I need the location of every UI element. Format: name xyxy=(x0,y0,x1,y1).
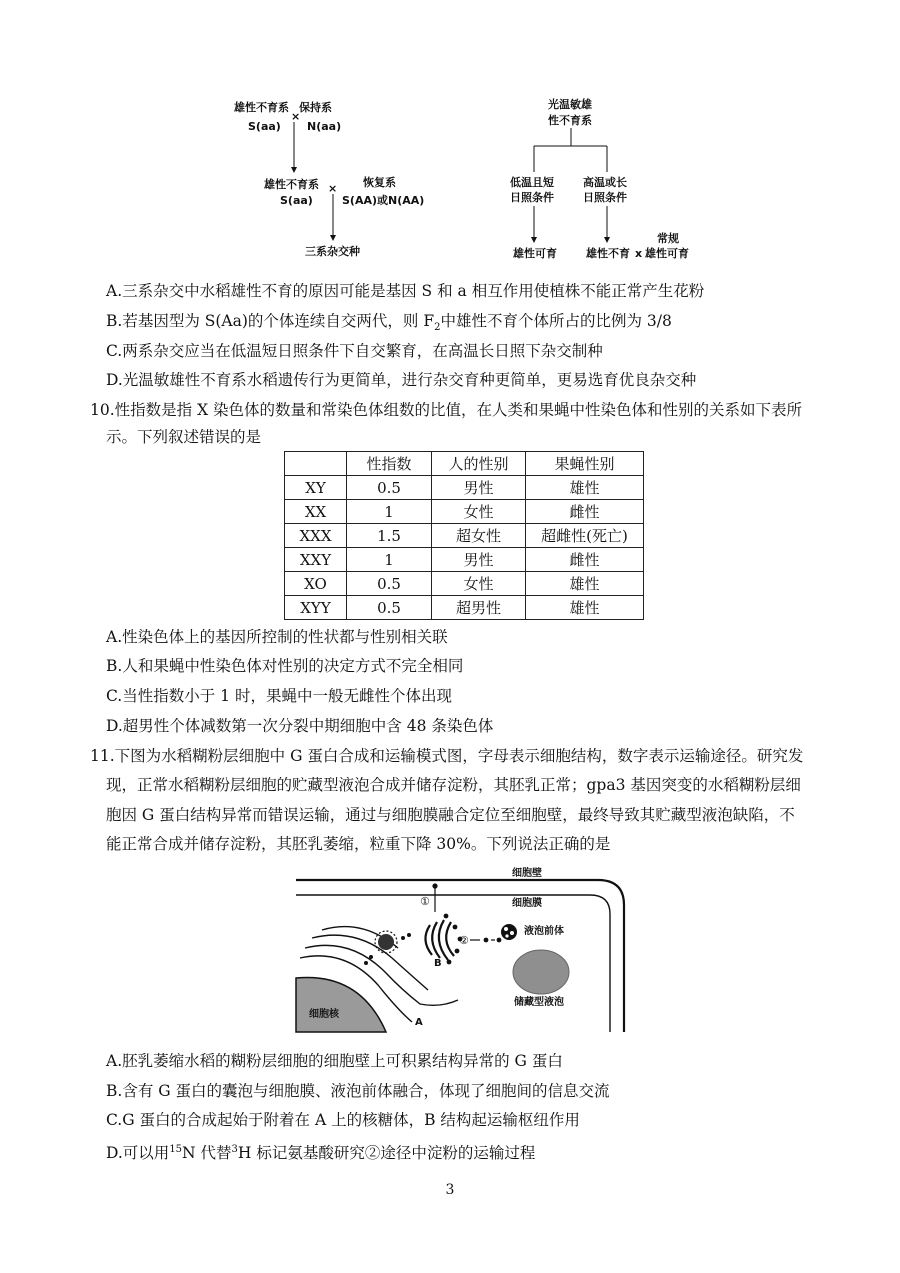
q9-option-a: A.三系杂交中水稻雄性不育的原因可能是基因 S 和 a 相互作用使植株不能正常产生花粉 xyxy=(106,282,705,300)
storage-vacuole-label: 储藏型液泡 xyxy=(514,997,564,1008)
page-number: 3 xyxy=(445,1182,455,1198)
table-cell: 1.5 xyxy=(347,524,432,548)
ptgms-line-2: 性不育系 xyxy=(548,114,592,127)
table-cell: 男性 xyxy=(432,476,526,500)
storage-vacuole-shape xyxy=(513,950,569,994)
q10-stem-line-1: 10.性指数是指 X 染色体的数量和常染色体组数的比值，在人类和果蝇中性染色体和性别的关系如下表所 xyxy=(90,401,803,419)
three-line-hybrid: 三系杂交种 xyxy=(305,245,360,258)
table-cell: 女性 xyxy=(432,572,526,596)
fertile-result: 雄性可育 xyxy=(513,247,557,260)
table-cell: 0.5 xyxy=(347,572,432,596)
low-temp-cond-2: 日照条件 xyxy=(510,191,554,204)
table-cell: 1 xyxy=(347,548,432,572)
q11-stem-line-2: 现，正常水稻糊粉层细胞的贮藏型液泡合成并储存淀粉，其胚乳正常；gpa3 基因突变的水稻糊粉层细 xyxy=(106,776,801,794)
table-cell: XX xyxy=(285,500,347,524)
table-cell: XO xyxy=(285,572,347,596)
golgi-label-b: B xyxy=(434,958,442,969)
path-2-label: ② xyxy=(459,934,469,947)
restorer-genotype: S(AA)或N(AA) xyxy=(342,194,425,207)
vacuole-precursor-label: 液泡前体 xyxy=(524,926,564,937)
q11-option-b: B.含有 G 蛋白的囊泡与细胞膜、液泡前体融合，体现了细胞间的信息交流 xyxy=(106,1082,610,1100)
q10-option-c: C.当性指数小于 1 时，果蝇中一般无雌性个体出现 xyxy=(106,687,452,705)
table-cell: 雄性 xyxy=(526,476,644,500)
table-cell: 0.5 xyxy=(347,596,432,620)
table-header-cell: 性指数 xyxy=(347,452,432,476)
q9-option-c: C.两系杂交应当在低温短日照条件下自交繁育，在高温长日照下杂交制种 xyxy=(106,342,603,360)
table-cell: 雄性 xyxy=(526,596,644,620)
conventional-fertile: 雄性可育 xyxy=(645,247,689,260)
cross-symbol: × xyxy=(291,110,301,123)
q11-stem-line-4: 能正常合成并储存淀粉，其胚乳萎缩，粒重下降 30%。下列说法正确的是 xyxy=(106,835,611,853)
cross-symbol-3: x xyxy=(635,247,643,260)
ms-line-genotype: S(aa) xyxy=(248,120,281,133)
q10-option-a: A.性染色体上的基因所控制的性状都与性别相关联 xyxy=(106,628,448,646)
q10-stem-line-2: 示。下列叙述错误的是 xyxy=(106,428,262,446)
q11-stem-line-1: 11.下图为水稻糊粉层细胞中 G 蛋白合成和运输模式图，字母表示细胞结构，数字表示运输途径。研究发 xyxy=(90,747,804,765)
q11-option-d: D.可以用$^{15}$N 代替$^3$H 标记氨基酸研究②途径中淀粉的运输过程 xyxy=(106,1144,536,1163)
q9-option-b: B.若基因型为 S(Aa)的个体连续自交两代，则 $F_2$中雄性不育个体所占的比例为 3/8 xyxy=(106,312,672,334)
cross-symbol-2: × xyxy=(328,182,338,195)
ms-line-label: 雄性不育系 xyxy=(234,101,289,114)
table-cell: 雌性 xyxy=(526,500,644,524)
nucleus-label: 细胞核 xyxy=(309,1009,339,1020)
q11-stem-line-3: 胞因 G 蛋白结构异常而错误运输，通过与细胞膜融合定位至细胞壁，最终导致其贮藏型液泡缺陷，不 xyxy=(106,806,795,824)
ptgms-line-1: 光温敏雄 xyxy=(548,98,592,111)
maintainer-label: 保持系 xyxy=(299,101,332,114)
table-header-cell: 果蝇性别 xyxy=(526,452,644,476)
cell-membrane-label: 细胞膜 xyxy=(512,898,542,909)
sterile-result: 雄性不育 xyxy=(586,247,630,260)
table-cell: XYY xyxy=(285,596,347,620)
table-cell: 超女性 xyxy=(432,524,526,548)
table-cell: 女性 xyxy=(432,500,526,524)
q10-option-d: D.超男性个体减数第一次分裂中期细胞中含 48 条染色体 xyxy=(106,717,494,735)
q9-option-d: D.光温敏雄性不育系水稻遗传行为更简单，进行杂交育种更简单，更易选育优良杂交种 xyxy=(106,371,697,389)
ms-line-genotype-2: S(aa) xyxy=(280,194,313,207)
ms-line-label-2: 雄性不育系 xyxy=(264,178,319,191)
high-temp-cond-2: 日照条件 xyxy=(583,191,627,204)
low-temp-cond-1: 低温且短 xyxy=(510,176,554,189)
table-cell: XXY xyxy=(285,548,347,572)
table-cell: 超男性 xyxy=(432,596,526,620)
table-cell: 超雌性(死亡) xyxy=(526,524,644,548)
er-label-a: A xyxy=(415,1017,423,1028)
cell-wall-label: 细胞壁 xyxy=(512,868,542,879)
q11-option-c: C.G 蛋白的合成起始于附着在 A 上的核糖体，B 结构起运输枢纽作用 xyxy=(106,1111,580,1129)
maintainer-genotype: N(aa) xyxy=(307,120,342,133)
table-cell: 0.5 xyxy=(347,476,432,500)
table-cell: 雌性 xyxy=(526,548,644,572)
q10-option-b: B.人和果蝇中性染色体对性别的决定方式不完全相同 xyxy=(106,657,464,675)
path-1-label: ① xyxy=(420,895,430,908)
restorer-label: 恢复系 xyxy=(363,176,396,189)
conventional-label: 常规 xyxy=(657,232,679,245)
high-temp-cond-1: 高温或长 xyxy=(583,176,627,189)
table-cell: XXX xyxy=(285,524,347,548)
table-cell: 雄性 xyxy=(526,572,644,596)
table-cell: 1 xyxy=(347,500,432,524)
table-cell: XY xyxy=(285,476,347,500)
table-header-cell: 人的性别 xyxy=(432,452,526,476)
table-cell: 男性 xyxy=(432,548,526,572)
q11-option-a: A.胚乳萎缩水稻的糊粉层细胞的细胞壁上可积累结构异常的 G 蛋白 xyxy=(106,1052,563,1070)
nucleus-shape xyxy=(296,977,386,1032)
